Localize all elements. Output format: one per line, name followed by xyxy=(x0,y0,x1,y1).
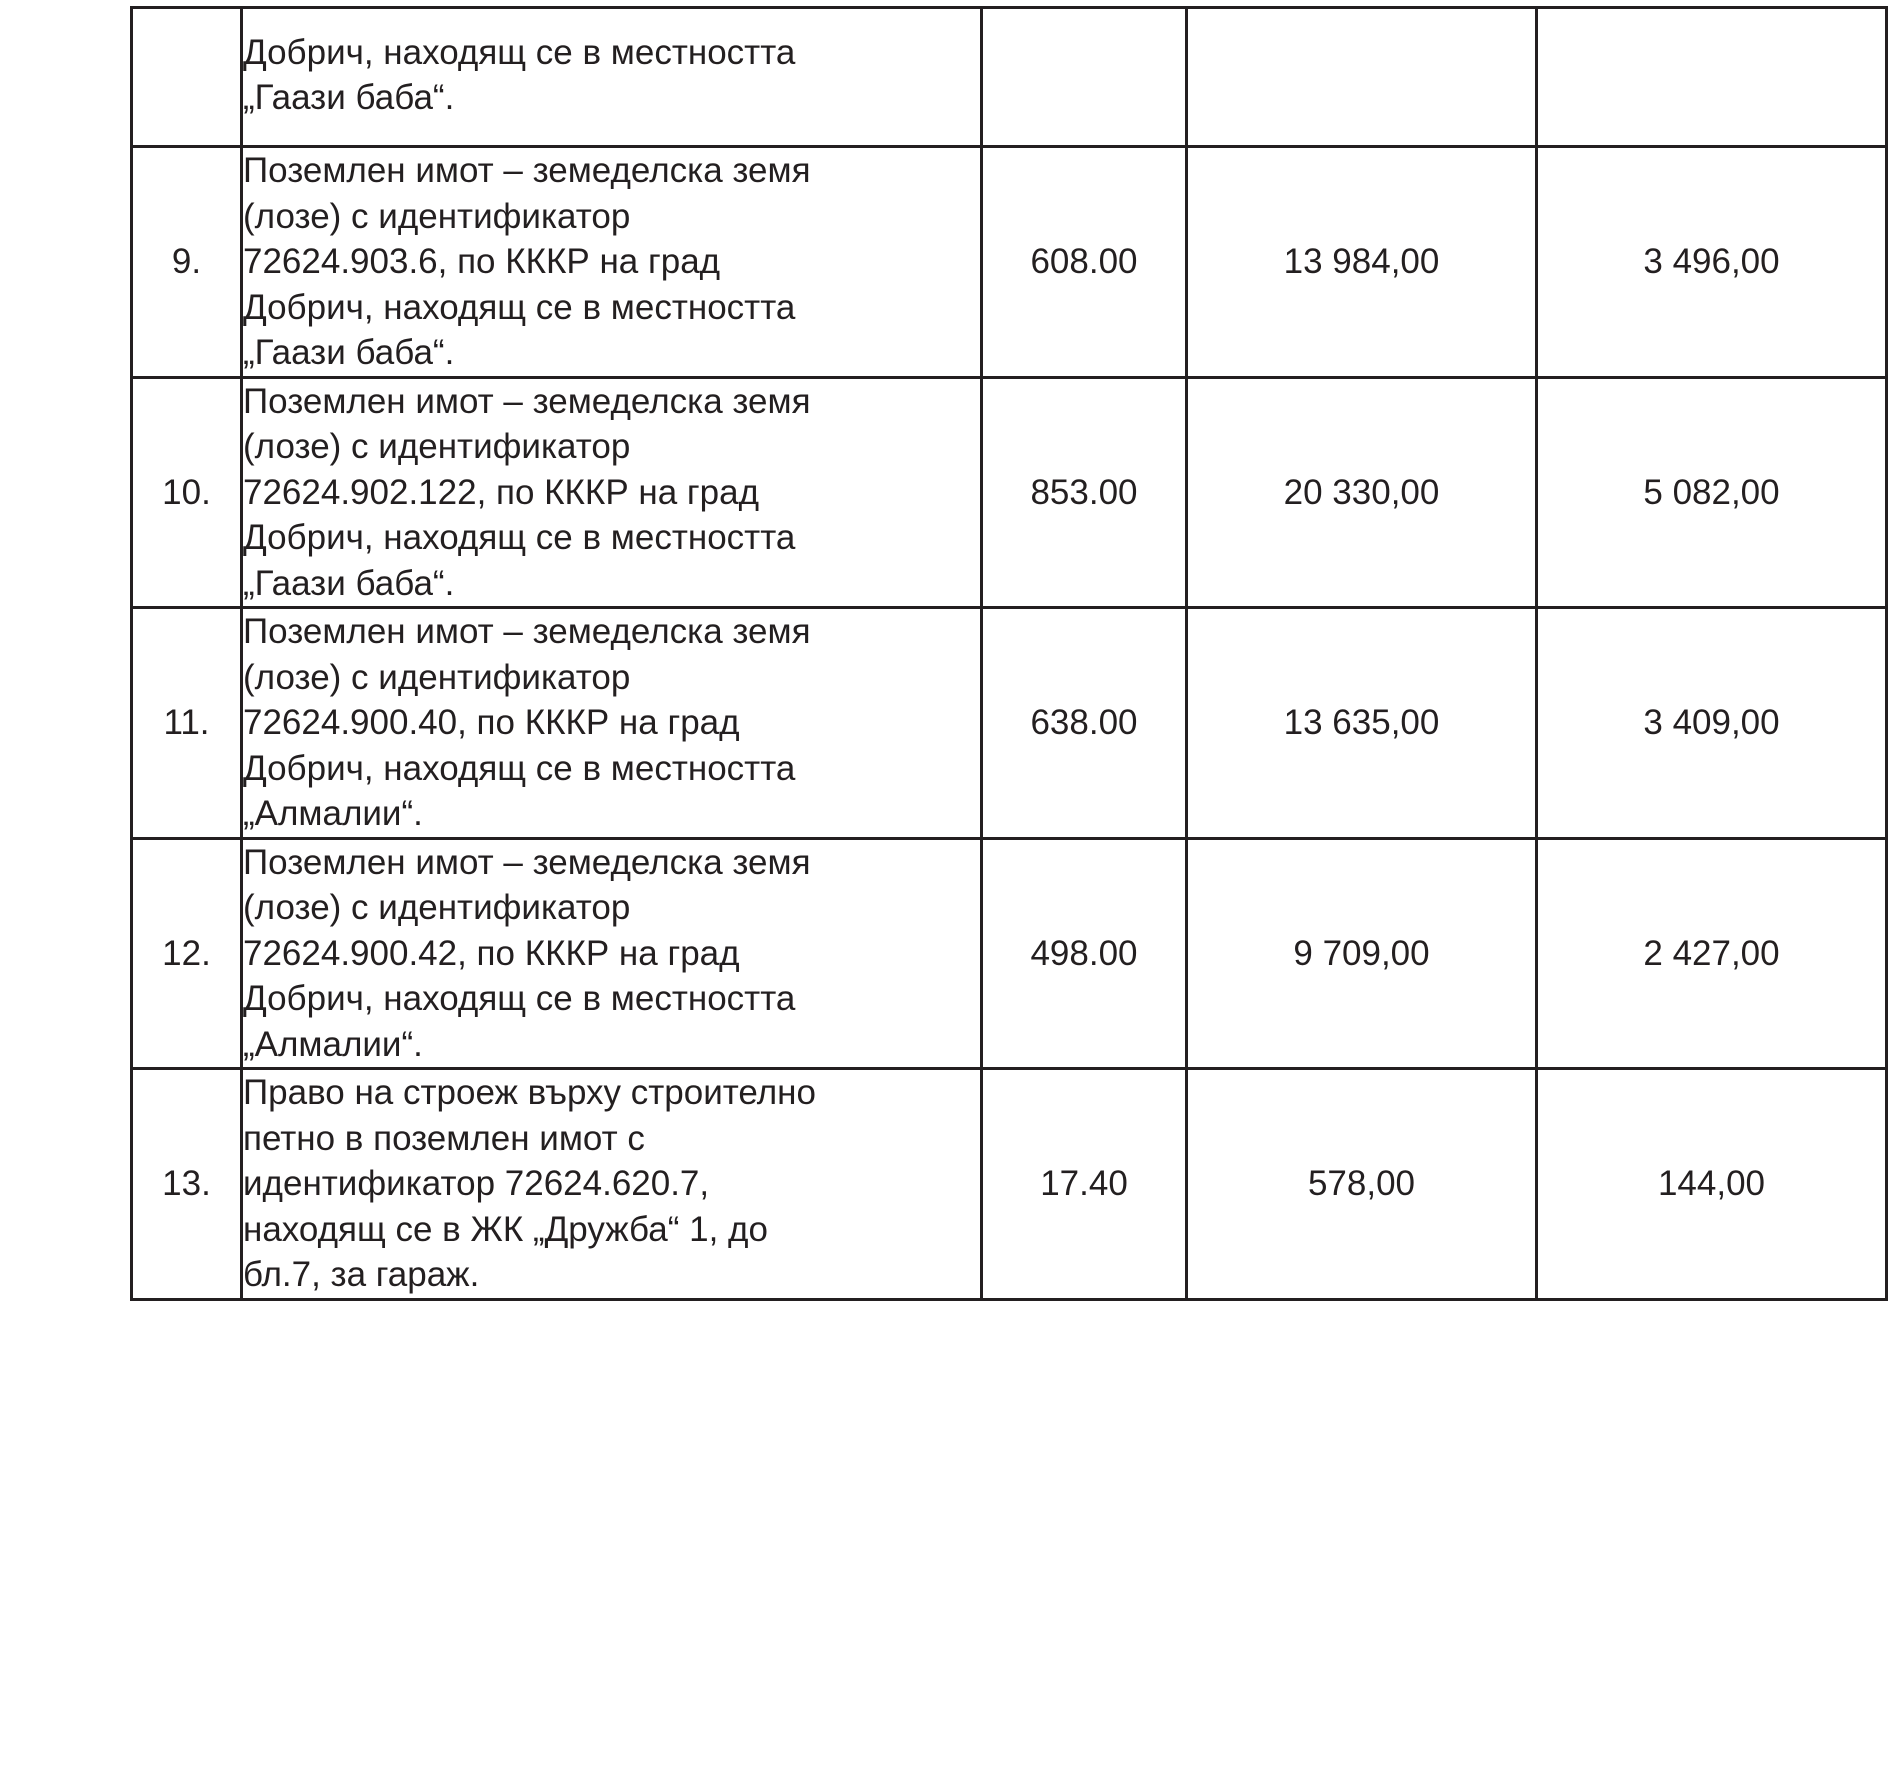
description-line: 72624.900.40, по КККР на град xyxy=(243,703,740,742)
row-value2: 144,00 xyxy=(1537,1069,1887,1300)
description-line: Добрич, находящ се в местността xyxy=(243,748,796,788)
row-number: 13. xyxy=(132,1069,242,1300)
table-body xyxy=(132,8,1887,1300)
row-description xyxy=(242,1069,982,1300)
row-number xyxy=(132,8,242,147)
row-value2: 3 409,00 xyxy=(1537,608,1887,839)
row-area: 638.00 xyxy=(982,608,1187,839)
description-line: Добрич, находящ се в местността xyxy=(243,979,796,1018)
row-area: 853.00 xyxy=(982,377,1187,608)
description-line: петно в поземлен имот с xyxy=(243,1118,645,1158)
row-description xyxy=(242,147,982,378)
property-table xyxy=(130,6,1888,1301)
description-line: (лозе) с идентификатор xyxy=(243,196,631,236)
row-area: 17.40 xyxy=(982,1069,1187,1300)
description-line: „Гаази баба“. xyxy=(243,333,455,372)
description-line: Поземлен имот – земеделска земя xyxy=(243,612,811,651)
row-value1: 578,00 xyxy=(1187,1069,1537,1300)
row-area xyxy=(982,8,1187,147)
table-row xyxy=(132,1069,1887,1300)
table-row xyxy=(132,838,1887,1069)
table-row xyxy=(132,377,1887,608)
row-value2 xyxy=(1537,8,1887,147)
row-area: 608.00 xyxy=(982,147,1187,378)
row-description xyxy=(242,838,982,1069)
description-line: „Алмалии“. xyxy=(243,794,423,833)
row-value1 xyxy=(1187,8,1537,147)
row-value2: 3 496,00 xyxy=(1537,147,1887,378)
row-value1: 13 984,00 xyxy=(1187,147,1537,378)
description-line: 72624.903.6, по КККР на град xyxy=(243,242,721,281)
table-row xyxy=(132,8,1887,147)
row-value1: 13 635,00 xyxy=(1187,608,1537,839)
row-number: 11. xyxy=(132,608,242,839)
row-value1: 9 709,00 xyxy=(1187,838,1537,1069)
description-line: Добрич, находящ се в местността xyxy=(243,287,796,327)
table-row xyxy=(132,147,1887,378)
description-line: Поземлен имот – земеделска земя xyxy=(243,151,811,190)
row-description xyxy=(242,377,982,608)
row-value1: 20 330,00 xyxy=(1187,377,1537,608)
document-page xyxy=(0,6,1890,1768)
row-number: 9. xyxy=(132,147,242,378)
description-line: находящ се в ЖК „Дружба“ 1, до xyxy=(243,1209,768,1249)
description-line: Добрич, находящ се в местността xyxy=(243,518,796,557)
description-line: „Алмалии“. xyxy=(243,1024,423,1064)
description-line: Поземлен имот – земеделска земя xyxy=(243,381,811,421)
row-area: 498.00 xyxy=(982,838,1187,1069)
row-value2: 5 082,00 xyxy=(1537,377,1887,608)
description-line: (лозе) с идентификатор xyxy=(243,427,631,466)
table-row xyxy=(132,608,1887,839)
description-line: (лозе) с идентификатор xyxy=(243,888,631,927)
description-line: идентификатор 72624.620.7, xyxy=(243,1164,710,1203)
row-number: 12. xyxy=(132,838,242,1069)
description-line: бл.7, за гараж. xyxy=(243,1255,480,1294)
description-line: (лозе) с идентификатор xyxy=(243,657,631,697)
description-line: „Гаази баба“. xyxy=(243,563,455,603)
row-value2: 2 427,00 xyxy=(1537,838,1887,1069)
row-description xyxy=(242,8,982,147)
row-number: 10. xyxy=(132,377,242,608)
description-line: 72624.902.122, по КККР на град xyxy=(243,472,760,512)
description-line: 72624.900.42, по КККР на град xyxy=(243,933,740,973)
description-line: Добрич, находящ се в местността xyxy=(243,32,796,72)
row-description xyxy=(242,608,982,839)
description-line: Поземлен имот – земеделска земя xyxy=(243,842,811,882)
description-line: „Гаази баба“. xyxy=(243,78,455,117)
description-line: Право на строеж върху строително xyxy=(243,1073,816,1112)
